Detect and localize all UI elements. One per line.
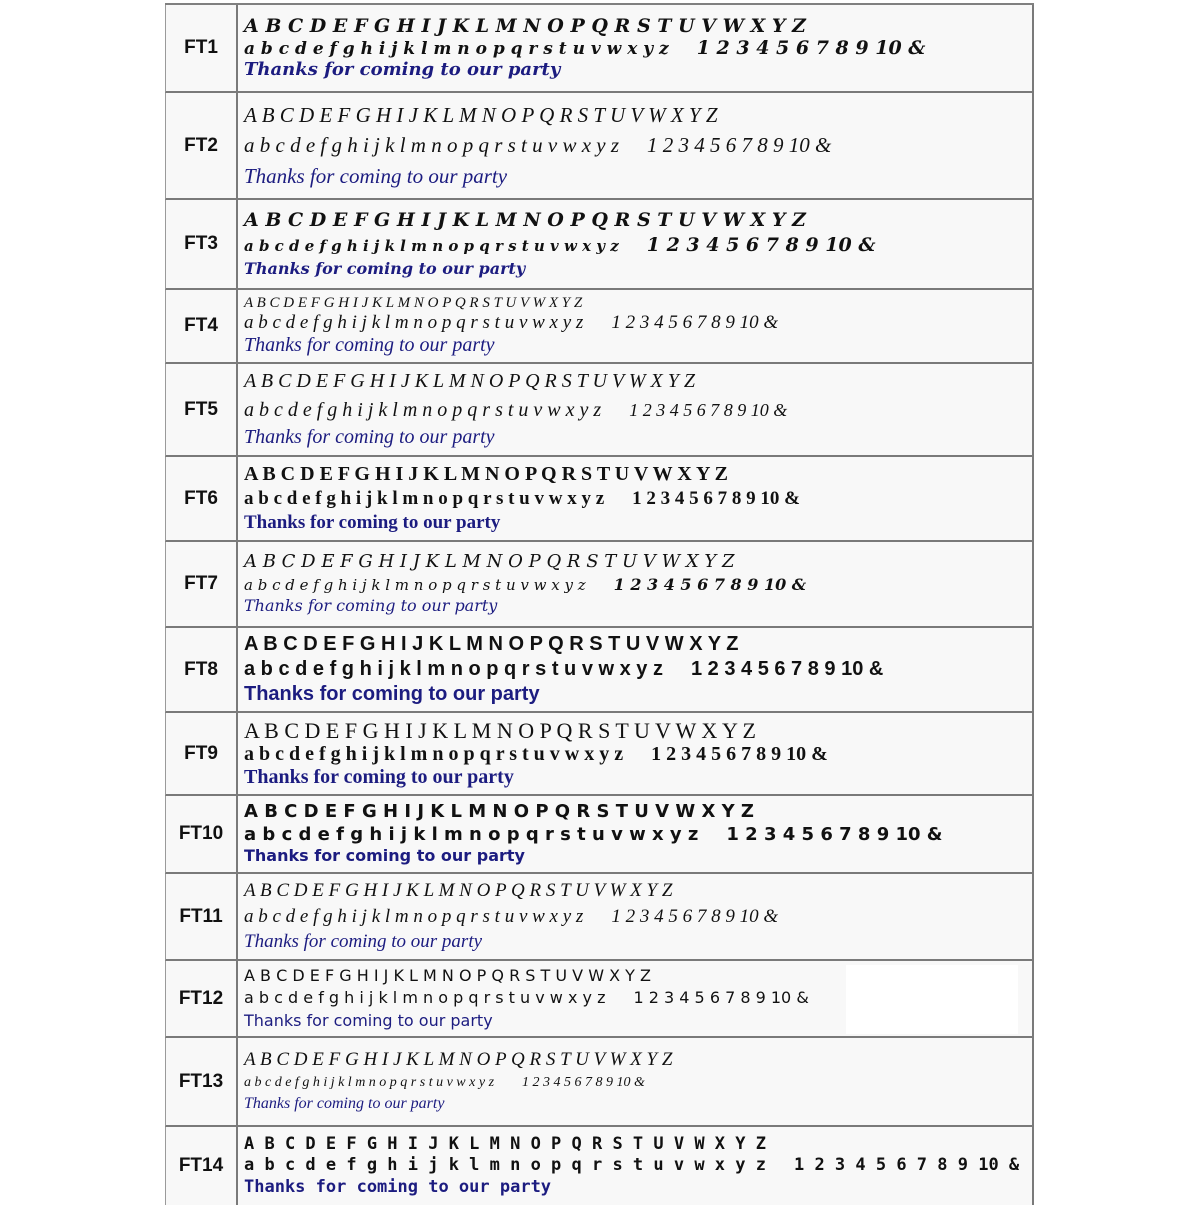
uppercase-sample: A B C D E F G H I J K L M N O P Q R S T U V W X Y Z [244, 208, 806, 231]
font-sample [238, 542, 1032, 626]
font-row-ft2 [165, 93, 1034, 200]
lowercase-sample: a b c d e f g h i j k l m n o p q r s t u v w x y z [244, 1155, 766, 1176]
thanks-sample: Thanks for coming to our party [244, 931, 483, 953]
thanks-sample: Thanks for coming to our party [244, 334, 495, 357]
thanks-sample: Thanks for coming to our party [244, 683, 540, 705]
lowercase-sample: a b c d e f g h i j k l m n o p q r s t u v w x y z [244, 1075, 495, 1091]
font-code: FT13 [166, 1038, 238, 1125]
font-sample [238, 290, 1032, 362]
numbers-sample: 1 2 3 4 5 6 7 8 9 10 & [611, 312, 779, 334]
numbers-sample: 1 2 3 4 5 6 7 8 9 10 & [726, 823, 943, 845]
font-sample [238, 874, 1032, 959]
numbers-sample: 1 2 3 4 5 6 7 8 9 10 & [651, 743, 828, 766]
numbers-sample: 1 2 3 4 5 6 7 8 9 10 & [632, 488, 800, 510]
numbers-sample: 1 2 3 4 5 6 7 8 9 10 & [613, 574, 807, 594]
uppercase-sample: A B C D E F G H I J K L M N O P Q R S T U V W X Y Z [244, 1133, 766, 1154]
font-row-ft1 [165, 5, 1034, 93]
font-row-ft13 [165, 1038, 1034, 1127]
uppercase-sample: A B C D E F G H I J K L M N O P Q R S T U V W X Y Z [244, 294, 583, 311]
lowercase-sample: a b c d e f g h i j k l m n o p q r s t u v w x y z [244, 38, 669, 59]
uppercase-sample: A B C D E F G H I J K L M N O P Q R S T U V W X Y Z [244, 14, 806, 37]
font-row-ft3 [165, 200, 1034, 290]
uppercase-sample: A B C D E F G H I J K L M N O P Q R S T U V W X Y Z [244, 103, 718, 128]
uppercase-sample: A B C D E F G H I J K L M N O P Q R S T U V W X Y Z [244, 551, 735, 573]
font-sample [238, 457, 1032, 540]
font-row-ft12 [165, 961, 1034, 1038]
font-row-ft4 [165, 290, 1034, 364]
thanks-sample: Thanks for coming to our party [244, 512, 501, 533]
lowercase-sample: a b c d e f g h i j k l m n o p q r s t u v w x y z [244, 236, 619, 255]
font-row-ft9 [165, 713, 1034, 796]
font-row-ft5 [165, 364, 1034, 457]
font-row-ft14 [165, 1127, 1034, 1205]
uppercase-sample: A B C D E F G H I J K L M N O P Q R S T U V W X Y Z [244, 633, 739, 655]
font-sample [238, 713, 1032, 794]
thanks-sample: Thanks for coming to our party [244, 846, 525, 866]
font-code: FT7 [166, 542, 238, 626]
font-code: FT14 [166, 1127, 238, 1205]
font-sample [238, 364, 1032, 455]
numbers-sample: 1 2 3 4 5 6 7 8 9 10 & [633, 988, 809, 1008]
font-code: FT5 [166, 364, 238, 455]
font-sample [238, 1038, 1032, 1125]
thanks-sample: Thanks for coming to our party [244, 163, 508, 188]
thanks-sample: Thanks for coming to our party [244, 766, 514, 789]
numbers-sample: 1 2 3 4 5 6 7 8 9 10 & [793, 1155, 1020, 1176]
lowercase-sample: a b c d e f g h i j k l m n o p q r s t u v w x y z [244, 658, 663, 680]
font-code: FT6 [166, 457, 238, 540]
thanks-sample: Thanks for coming to our party [244, 1010, 493, 1030]
numbers-sample: 1 2 3 4 5 6 7 8 9 10 & [646, 233, 876, 256]
thanks-sample: Thanks for coming to our party [244, 1095, 445, 1113]
font-row-ft11 [165, 874, 1034, 961]
font-code: FT8 [166, 628, 238, 711]
uppercase-sample: A B C D E F G H I J K L M N O P Q R S T U V W X Y Z [244, 717, 756, 743]
uppercase-sample: A B C D E F G H I J K L M N O P Q R S T U V W X Y Z [244, 1049, 673, 1071]
lowercase-sample: a b c d e f g h i j k l m n o p q r s t u v w x y z [244, 399, 602, 421]
numbers-sample: 1 2 3 4 5 6 7 8 9 10 & [647, 133, 832, 158]
font-sample [238, 628, 1032, 711]
lowercase-sample: a b c d e f g h i j k l m n o p q r s t u v w x y z [244, 575, 586, 594]
font-sample [238, 200, 1032, 288]
font-code: FT11 [166, 874, 238, 959]
font-sample [238, 796, 1032, 872]
font-sample [238, 1127, 1032, 1205]
thanks-sample: Thanks for coming to our party [244, 58, 561, 80]
uppercase-sample: A B C D E F G H I J K L M N O P Q R S T U V W X Y Z [244, 965, 651, 985]
font-code: FT2 [166, 93, 238, 198]
numbers-sample: 1 2 3 4 5 6 7 8 9 10 & [690, 658, 884, 680]
lowercase-sample: a b c d e f g h i j k l m n o p q r s t u v w x y z [244, 988, 606, 1008]
uppercase-sample: A B C D E F G H I J K L M N O P Q R S T U V W X Y Z [244, 879, 673, 901]
font-code: FT12 [166, 961, 238, 1036]
numbers-sample: 1 2 3 4 5 6 7 8 9 10 & [611, 905, 779, 927]
lowercase-sample: a b c d e f g h i j k l m n o p q r s t u v w x y z [244, 312, 584, 334]
thanks-sample: Thanks for coming to our party [244, 596, 498, 616]
font-row-ft6 [165, 457, 1034, 542]
lowercase-sample: a b c d e f g h i j k l m n o p q r s t u v w x y z [244, 488, 605, 510]
numbers-sample: 1 2 3 4 5 6 7 8 9 10 & [629, 400, 788, 420]
font-code: FT10 [166, 796, 238, 872]
uppercase-sample: A B C D E F G H I J K L M N O P Q R S T U V W X Y Z [244, 370, 695, 392]
font-row-ft8 [165, 628, 1034, 713]
lowercase-sample: a b c d e f g h i j k l m n o p q r s t u v w x y z [244, 905, 584, 927]
uppercase-sample: A B C D E F G H I J K L M N O P Q R S T U V W X Y Z [244, 463, 728, 486]
font-code: FT9 [166, 713, 238, 794]
thanks-sample: Thanks for coming to our party [244, 426, 495, 448]
font-row-ft7 [165, 542, 1034, 628]
lowercase-sample: a b c d e f g h i j k l m n o p q r s t u v w x y z [244, 743, 624, 766]
font-sample [238, 5, 1032, 91]
lowercase-sample: a b c d e f g h i j k l m n o p q r s t u v w x y z [244, 133, 620, 158]
font-row-ft10 [165, 796, 1034, 874]
lowercase-sample: a b c d e f g h i j k l m n o p q r s t u v w x y z [244, 823, 699, 845]
uppercase-sample: A B C D E F G H I J K L M N O P Q R S T U V W X Y Z [244, 801, 754, 823]
font-sample [238, 961, 1032, 1036]
font-code: FT4 [166, 290, 238, 362]
font-sample [238, 93, 1032, 198]
font-code: FT3 [166, 200, 238, 288]
numbers-sample: 1 2 3 4 5 6 7 8 9 10 & [696, 36, 926, 59]
numbers-sample: 1 2 3 4 5 6 7 8 9 10 & [522, 1075, 645, 1091]
font-sample-table [165, 3, 1034, 1205]
thanks-sample: Thanks for coming to our party [244, 1176, 552, 1197]
thanks-sample: Thanks for coming to our party [244, 258, 526, 278]
font-code: FT1 [166, 5, 238, 91]
